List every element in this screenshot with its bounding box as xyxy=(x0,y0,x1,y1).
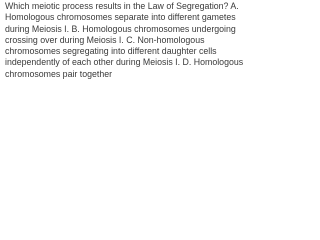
question-card xyxy=(0,0,261,88)
question-text: Which meiotic process results in the Law of Segregation? A. Homologous chromosomes separate into different gametes during Meiosis I. B. Homologous chromosomes undergoing crossing over during Meiosis I. C. Non-homologous chromosomes segregating into different daughter cells independently of each other during Meiosis I. D. Homologous chromosomes pair together xyxy=(5,1,244,79)
